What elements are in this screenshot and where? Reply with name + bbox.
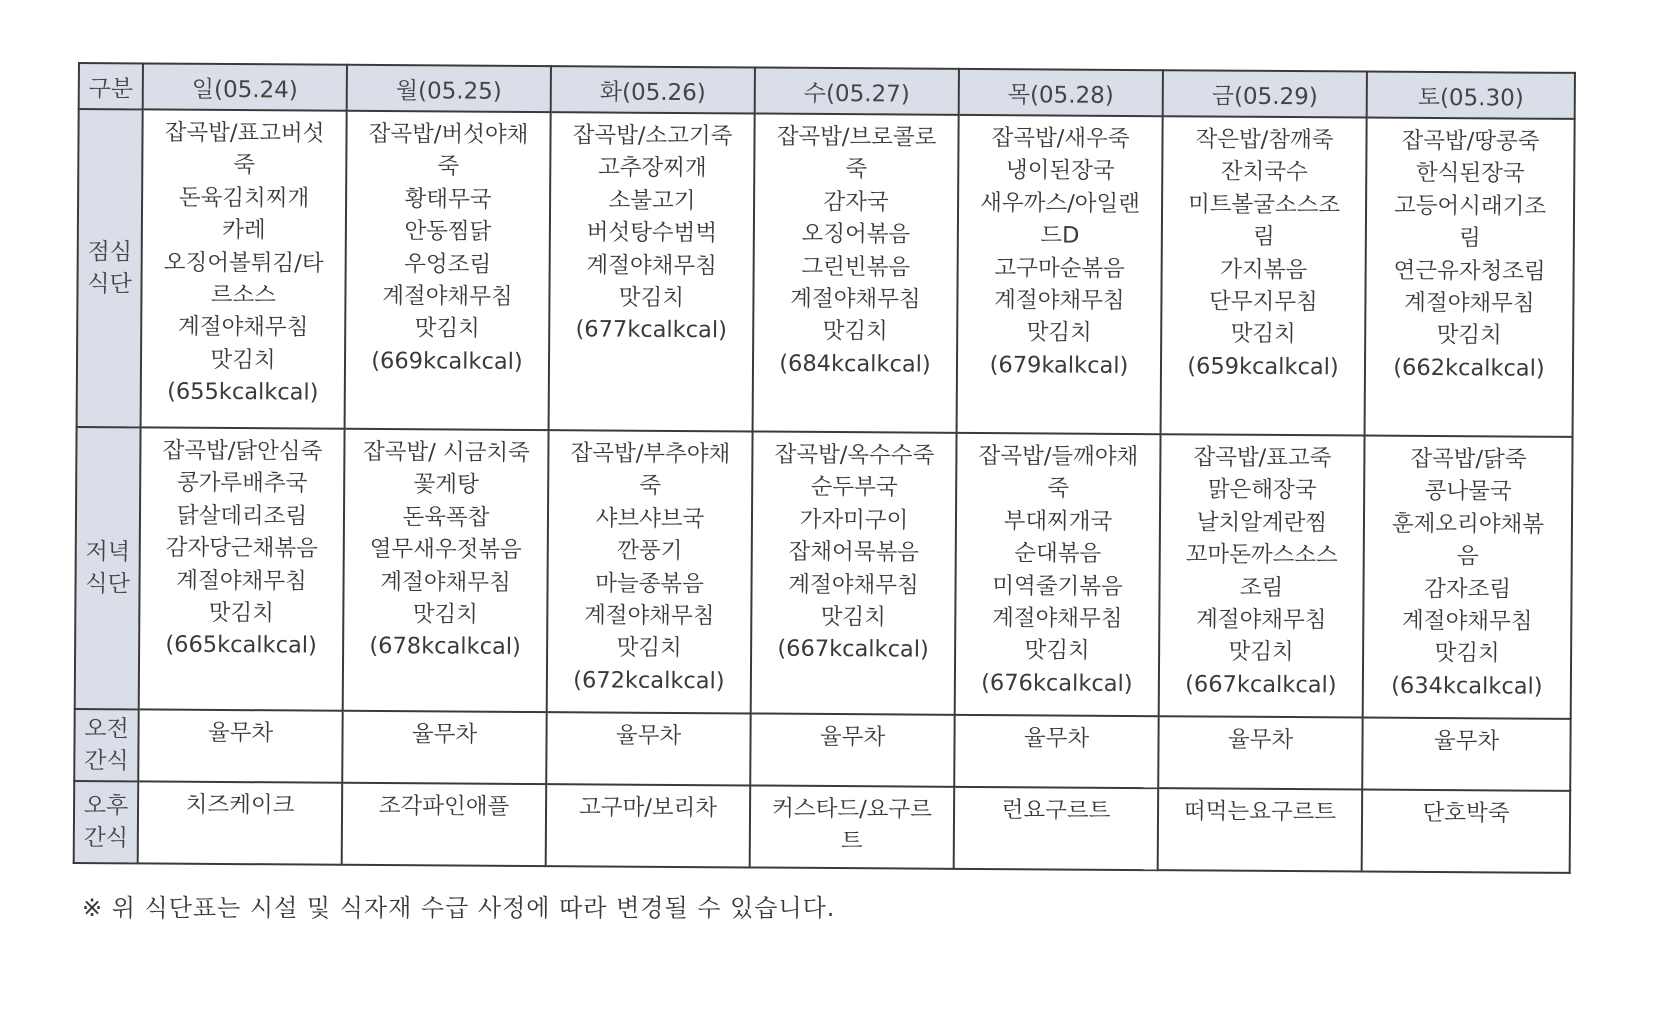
menu-item-line: 꼬마돈까스소스 bbox=[1185, 541, 1338, 569]
menu-item-line: 죽 bbox=[845, 156, 868, 183]
menu-item-line: 마늘종볶음 bbox=[595, 570, 704, 597]
menu-cell bbox=[954, 715, 1158, 788]
menu-change-notice: ※ 위 식단표는 시설 및 식자재 수급 사정에 따라 변경될 수 있습니다. bbox=[82, 894, 836, 922]
menu-item-line: 율무차 bbox=[615, 722, 682, 750]
menu-item-line: 율무차 bbox=[1023, 725, 1090, 752]
menu-item-line: 가지볶음 bbox=[1220, 256, 1308, 283]
menu-item-line: 안동찜닭 bbox=[404, 218, 492, 245]
menu-item-line: 잡곡밥/표고죽 bbox=[1193, 444, 1332, 472]
lunch-row bbox=[77, 109, 1575, 437]
menu-item-line: 감자당근채볶음 bbox=[165, 534, 318, 562]
menu-cell bbox=[1365, 118, 1575, 437]
menu-item-line: 맛김치 bbox=[414, 315, 480, 343]
menu-item-line: 닭살데리조림 bbox=[176, 502, 308, 530]
menu-item-line: 음 bbox=[1456, 543, 1479, 570]
menu-item-line: 잡곡밥/버섯야채 bbox=[368, 120, 529, 148]
menu-item-line: 순대볶음 bbox=[1014, 540, 1102, 568]
menu-item-line: 계절야채무침 bbox=[584, 602, 715, 630]
row-label-line: 저녁 bbox=[85, 539, 131, 566]
row-label-lunch bbox=[77, 109, 143, 427]
menu-item-line: 미트볼굴소스조 bbox=[1187, 191, 1341, 219]
menu-item-line: 돈육폭찹 bbox=[402, 503, 490, 531]
menu-item-line: 맑은해장국 bbox=[1207, 476, 1317, 504]
menu-item-line: 단무지무침 bbox=[1209, 288, 1318, 316]
menu-cell bbox=[1362, 790, 1571, 873]
menu-item-line: 소불고기 bbox=[608, 187, 696, 214]
menu-cell bbox=[1158, 716, 1362, 789]
menu-item-line: 잡곡밥/부추야채 bbox=[570, 440, 731, 468]
menu-item-line: 고구마순볶음 bbox=[994, 254, 1125, 282]
menu-item-line: 맛김치 bbox=[412, 601, 479, 628]
menu-item-line: 죽 bbox=[639, 473, 662, 500]
am-snack-row bbox=[74, 709, 1570, 791]
menu-item-line: 맛김치 bbox=[210, 346, 276, 374]
row-label-line: 식단 bbox=[85, 571, 130, 598]
menu-item-line: (669kcalkcal) bbox=[371, 347, 523, 375]
menu-item-line: 드D bbox=[1040, 222, 1080, 249]
menu-item-line: (655kcalkcal) bbox=[167, 378, 319, 406]
menu-item-line: 떠먹는요구르트 bbox=[1183, 798, 1337, 826]
menu-item-line: 오징어볼튀김/타 bbox=[163, 249, 324, 277]
menu-item-line: (672kcalkcal) bbox=[573, 667, 725, 695]
menu-item-line: 율무차 bbox=[1433, 728, 1500, 755]
menu-item-line: 계절야채무침 bbox=[788, 571, 919, 599]
menu-item-line: 림 bbox=[1458, 225, 1481, 252]
menu-item-line: (634kcalkcal) bbox=[1391, 672, 1543, 700]
menu-item-line: 단호박죽 bbox=[1422, 799, 1510, 827]
menu-item-line: 잡곡밥/들깨야채 bbox=[978, 442, 1139, 471]
menu-item-line: 계절야채무침 bbox=[1404, 289, 1535, 317]
weekly-menu-table bbox=[73, 62, 1576, 874]
menu-item-line: 죽 bbox=[1047, 475, 1070, 502]
menu-item-line: 잡곡밥/브로콜로 bbox=[776, 123, 937, 151]
menu-item-line: 맛김치 bbox=[1434, 640, 1500, 667]
menu-cell bbox=[1161, 116, 1367, 435]
menu-item-line: 계절야채무침 bbox=[790, 285, 921, 313]
menu-item-line: (677kcalkcal) bbox=[575, 316, 728, 344]
menu-item-line: 잔치국수 bbox=[1220, 158, 1308, 186]
menu-item-line: 오징어볶음 bbox=[801, 221, 911, 248]
menu-item-line: 커스타드/요구르 bbox=[772, 795, 933, 823]
menu-cell bbox=[954, 787, 1159, 870]
menu-item-line: (676kcalkcal) bbox=[981, 669, 1133, 697]
menu-item-line: 작은밥/참깨죽 bbox=[1195, 126, 1334, 154]
menu-item-line: (662kcalkcal) bbox=[1393, 354, 1545, 382]
menu-item-line: 죽 bbox=[437, 153, 460, 180]
menu-item-line: 가자미구이 bbox=[799, 506, 909, 534]
menu-item-line: 르소스 bbox=[210, 281, 277, 309]
day-header-sun: 일(05.24) bbox=[143, 63, 347, 110]
menu-cell bbox=[343, 429, 549, 712]
menu-item-line: 콩가루배추국 bbox=[176, 470, 308, 497]
menu-cell bbox=[1363, 436, 1573, 719]
menu-item-line: (665kcalkcal) bbox=[165, 632, 317, 660]
menu-item-line: 계절야채무침 bbox=[994, 287, 1125, 314]
menu-cell bbox=[345, 111, 551, 430]
menu-item-line: 콩나물국 bbox=[1424, 478, 1512, 505]
menu-item-line: 맛김치 bbox=[1024, 637, 1090, 665]
menu-item-line: 그린빈볶음 bbox=[801, 253, 911, 281]
menu-item-line: 트 bbox=[840, 828, 863, 855]
menu-item-line: 훈제오리야채볶 bbox=[1391, 510, 1545, 538]
row-label-line: 점심 bbox=[87, 239, 133, 266]
menu-item-line: 계절야채무침 bbox=[1402, 607, 1533, 635]
menu-item-line: 연근유자청조림 bbox=[1393, 257, 1546, 285]
menu-cell bbox=[1362, 718, 1570, 791]
menu-item-line: 잡곡밥/닭죽 bbox=[1410, 445, 1527, 473]
menu-item-line: 런요구르트 bbox=[1001, 797, 1111, 824]
menu-item-line: 맛김치 bbox=[1026, 319, 1092, 347]
menu-cell bbox=[342, 783, 547, 866]
menu-cell bbox=[753, 113, 959, 432]
row-label-line: 간식 bbox=[83, 825, 129, 852]
menu-item-line: 날치알계란찜 bbox=[1196, 509, 1328, 537]
menu-item-line: 고추장찌개 bbox=[597, 154, 707, 182]
day-header-mon: 월(05.25) bbox=[347, 65, 551, 112]
menu-item-line: 율무차 bbox=[819, 723, 886, 751]
row-label-line: 오후 bbox=[83, 793, 129, 820]
menu-item-line: 율무차 bbox=[411, 721, 478, 748]
menu-item-line: 죽 bbox=[233, 152, 256, 179]
dinner-row bbox=[75, 427, 1573, 719]
menu-cell bbox=[1159, 434, 1365, 717]
menu-item-line: 감자국 bbox=[823, 188, 889, 216]
menu-item-line: 돈육김치찌개 bbox=[178, 184, 310, 212]
menu-cell bbox=[546, 712, 750, 785]
menu-item-line: 잡곡밥/ 시금치죽 bbox=[362, 438, 530, 467]
menu-item-line: 맛김치 bbox=[208, 599, 275, 627]
row-label-line: 식단 bbox=[87, 271, 132, 298]
menu-cell bbox=[141, 109, 347, 428]
menu-item-line: 잡곡밥/땅콩죽 bbox=[1401, 127, 1540, 155]
day-header-sat: 토(05.30) bbox=[1367, 72, 1575, 119]
menu-item-line: 조림 bbox=[1239, 574, 1284, 601]
menu-item-line: 계절야채무침 bbox=[382, 283, 513, 310]
menu-item-line: (679kalkcal) bbox=[989, 351, 1129, 379]
menu-item-line: 깐풍기 bbox=[617, 537, 683, 565]
menu-item-line: 고구마/보리차 bbox=[578, 794, 718, 822]
menu-item-line: 계절야채무침 bbox=[1196, 606, 1327, 634]
menu-item-line: 잡곡밥/소고기죽 bbox=[572, 122, 733, 150]
day-header-wed: 수(05.27) bbox=[755, 67, 959, 114]
menu-item-line: 순두부국 bbox=[810, 474, 898, 501]
menu-item-line: 잡곡밥/새우죽 bbox=[991, 125, 1130, 152]
menu-item-line: 맛김치 bbox=[1230, 321, 1296, 348]
menu-item-line: 계절야채무침 bbox=[177, 314, 309, 341]
menu-item-line: 버섯탕수범벅 bbox=[586, 219, 718, 247]
row-label-pm-snack bbox=[74, 781, 139, 863]
day-header-thu: 목(05.28) bbox=[959, 69, 1163, 116]
menu-item-line: 조각파인애플 bbox=[378, 793, 510, 820]
menu-cell bbox=[139, 427, 345, 710]
menu-item-line: 율무차 bbox=[207, 719, 274, 747]
menu-item-line: 카레 bbox=[222, 217, 266, 244]
menu-item-line: 계절야채무침 bbox=[176, 567, 307, 595]
menu-item-line: 맛김치 bbox=[618, 284, 685, 312]
day-header-fri: 금(05.29) bbox=[1163, 70, 1367, 117]
menu-item-line: 치즈케이크 bbox=[185, 791, 295, 819]
menu-item-line: 한식된장국 bbox=[1415, 160, 1525, 188]
menu-cell bbox=[549, 112, 755, 431]
row-label-line: 간식 bbox=[84, 748, 129, 775]
menu-item-line: 계절야채무침 bbox=[586, 252, 717, 279]
menu-cell bbox=[1158, 788, 1363, 871]
menu-item-line: 고등어시래기조 bbox=[1393, 192, 1547, 220]
menu-item-line: 감자조림 bbox=[1423, 575, 1512, 603]
row-label-line: 오전 bbox=[84, 716, 129, 743]
menu-item-line: 맛김치 bbox=[1436, 322, 1502, 349]
menu-item-line: 부대찌개국 bbox=[1003, 507, 1113, 535]
menu-cell bbox=[547, 430, 753, 713]
menu-item-line: 맛김치 bbox=[822, 318, 888, 345]
menu-cell bbox=[750, 713, 954, 786]
menu-item-line: 림 bbox=[1252, 224, 1275, 251]
row-label-am-snack bbox=[74, 709, 138, 781]
menu-cell bbox=[138, 709, 342, 782]
menu-item-line: 잡곡밥/닭안심죽 bbox=[162, 437, 323, 465]
menu-item-line: 황태무국 bbox=[404, 185, 492, 213]
menu-cell bbox=[750, 785, 955, 868]
menu-item-line: 미역줄기볶음 bbox=[992, 572, 1123, 600]
menu-item-line: 율무차 bbox=[1227, 726, 1294, 754]
row-label-dinner bbox=[75, 427, 141, 709]
menu-item-line: 꽃게탕 bbox=[413, 471, 479, 499]
menu-item-line: 맛김치 bbox=[1228, 639, 1294, 666]
menu-cell bbox=[957, 115, 1163, 434]
menu-cell bbox=[138, 781, 343, 864]
menu-cell bbox=[751, 431, 957, 714]
menu-item-line: 계절야채무침 bbox=[992, 605, 1123, 632]
menu-item-line: 맛김치 bbox=[616, 635, 682, 662]
menu-item-line: 우엉조림 bbox=[404, 250, 492, 278]
menu-item-line: 잡곡밥/옥수수죽 bbox=[774, 441, 935, 469]
day-header-tue: 화(05.26) bbox=[551, 66, 755, 113]
category-header: 구분 bbox=[79, 63, 143, 109]
menu-cell bbox=[342, 711, 546, 784]
menu-item-line: 새우까스/아일랜 bbox=[980, 189, 1141, 217]
menu-sheet bbox=[73, 62, 1574, 874]
menu-cell bbox=[955, 433, 1161, 716]
menu-item-line: 맛김치 bbox=[820, 603, 887, 631]
pm-snack-row bbox=[74, 781, 1571, 873]
menu-item-line: 잡채어묵볶음 bbox=[788, 538, 920, 566]
menu-item-line: (684kcalkcal) bbox=[779, 350, 931, 378]
menu-item-line: (667kcalkcal) bbox=[1185, 671, 1337, 699]
menu-item-line: (667kcalkcal) bbox=[777, 636, 929, 664]
menu-item-line: (678kcalkcal) bbox=[369, 633, 521, 661]
menu-item-line: 잡곡밥/표고버섯 bbox=[164, 119, 325, 147]
menu-item-line: 계절야채무침 bbox=[380, 568, 511, 596]
menu-cell bbox=[546, 784, 751, 867]
menu-item-line: 열무새우젓볶음 bbox=[369, 536, 522, 564]
menu-item-line: 냉이된장국 bbox=[1005, 157, 1115, 185]
menu-item-line: (659kcalkcal) bbox=[1187, 353, 1339, 381]
menu-item-line: 샤브샤브국 bbox=[595, 505, 705, 532]
